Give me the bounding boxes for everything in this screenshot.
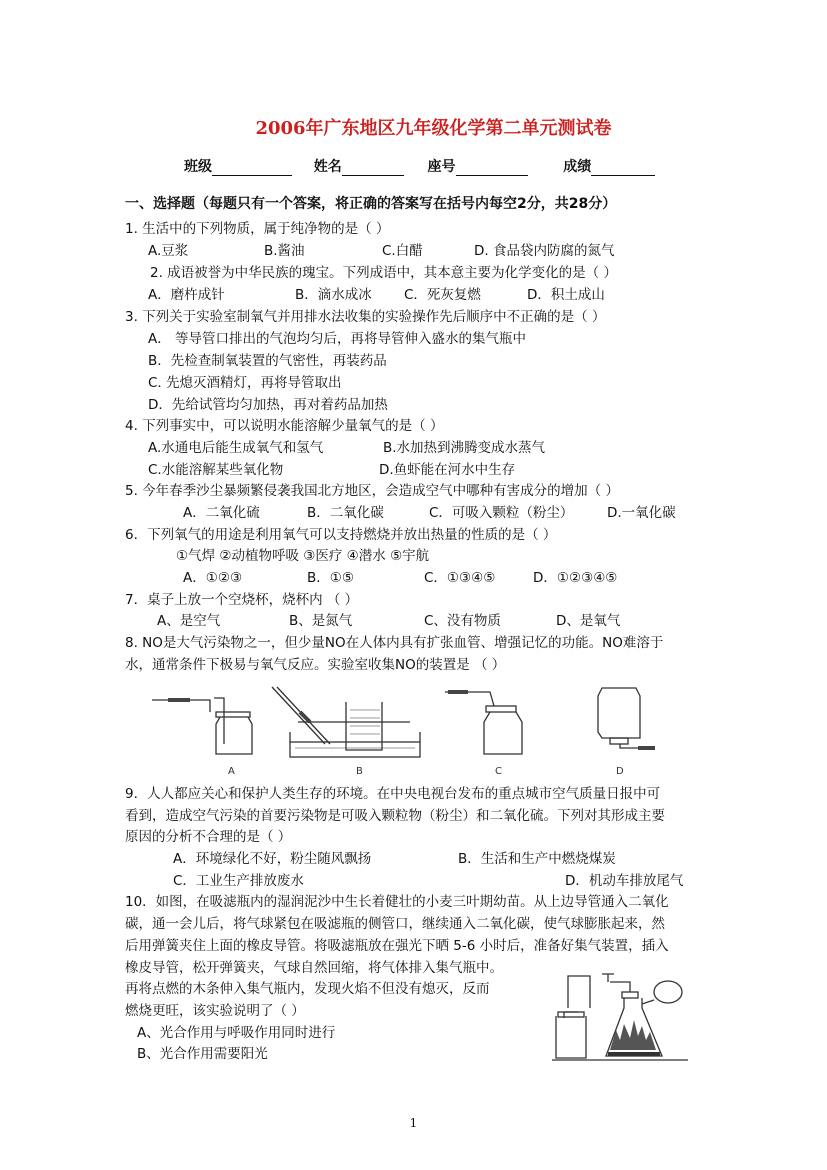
class-blank — [212, 159, 292, 176]
q7-option-d: D、是氧气 — [556, 613, 621, 629]
question-9-line2: 看到，造成空气污染的首要污染物是可吸入颗粒物（粉尘）和二氧化硫。下列对其形成主要 — [125, 808, 665, 824]
q7-option-c: C、没有物质 — [424, 613, 501, 629]
q9-option-b: B．生活和生产中燃烧煤炭 — [458, 851, 616, 867]
q9-option-d: D．机动车排放尾气 — [565, 873, 684, 889]
q7-option-b: B、是氮气 — [289, 613, 353, 629]
q4-option-a: A.水通电后能生成氧气和氢气 — [148, 440, 324, 456]
question-10-line6: 燃烧更旺，该实验说明了（ ） — [125, 1003, 305, 1019]
q2-option-d: D．积土成山 — [527, 287, 605, 303]
page-number: 1 — [409, 1116, 418, 1130]
q6-option-d: D．①②③④⑤ — [533, 570, 618, 586]
q2-option-a: A．磨杵成针 — [148, 287, 225, 303]
q1-option-a: A.豆浆 — [148, 243, 189, 259]
question-8-line1: 8. NO是大气污染物之一，但少量NO在人体内具有扩张血管、增强记忆的功能。NO难溶于 — [125, 635, 664, 651]
question-2: 2. 成语被誉为中华民族的瑰宝。下列成语中，其本意主要为化学变化的是（ ） — [150, 265, 617, 281]
question-10-line1: 10．如图，在吸滤瓶内的湿润泥沙中生长着健壮的小麦三叶期幼苗。从上边导管通入二氧化 — [125, 894, 669, 910]
q1-option-c: C.白醋 — [382, 243, 423, 259]
q3-option-a: A． 等导管口排出的气泡均匀后，再将导管伸入盛水的集气瓶中 — [148, 331, 527, 347]
q5-option-a: A．二氧化硫 — [183, 505, 260, 521]
q8-apparatus-figure — [150, 682, 660, 778]
q3-option-d: D．先给试管均匀加热，再对着药品加热 — [148, 397, 388, 413]
question-1: 1. 生活中的下列物质，属于纯净物的是（ ） — [125, 221, 390, 237]
seat-label: 座号 — [427, 159, 456, 175]
question-9-line3: 原因的分析不合理的是（ ） — [125, 829, 292, 845]
fig-label-a: A — [228, 766, 235, 777]
q1-option-d: D. 食品袋内防腐的氮气 — [474, 243, 615, 259]
question-10-line2: 碳，通一会儿后，将气球紧包在吸滤瓶的侧管口，继续通入二氧化碳，使气球膨胀起来，然 — [125, 916, 665, 932]
q6-option-b: B．①⑤ — [307, 570, 354, 586]
class-label: 班级 — [184, 159, 212, 175]
section-heading: 一、选择题（每题只有一个答案，将正确的答案写在括号内每空2分，共28分） — [125, 196, 617, 212]
q3-option-b: B．先检查制氧装置的气密性，再装药品 — [148, 353, 387, 369]
q6-option-c: C．①③④⑤ — [424, 570, 496, 586]
q5-option-d: D.一氧化碳 — [607, 505, 676, 521]
q2-option-b: B．滴水成冰 — [295, 287, 372, 303]
name-blank — [342, 159, 404, 176]
question-6: 6．下列氧气的用途是利用氧气可以支持燃烧并放出热量的性质的是（ ） — [125, 527, 557, 543]
q10-option-b: B、光合作用需要阳光 — [137, 1046, 268, 1062]
fig-label-b: B — [356, 766, 363, 777]
q4-option-b: B.水加热到沸腾变成水蒸气 — [383, 440, 546, 456]
q1-option-b: B.酱油 — [264, 243, 305, 259]
fig-label-c: C — [495, 766, 502, 777]
question-5: 5. 今年春季沙尘暴频繁侵袭我国北方地区，会造成空气中哪种有害成分的增加（ ） — [125, 483, 619, 499]
q6-option-a: A．①②③ — [183, 570, 243, 586]
question-10-line5: 再将点燃的木条伸入集气瓶内，发现火焰不但没有熄灭，反而 — [125, 981, 490, 997]
q10-option-a: A、光合作用与呼吸作用同时进行 — [137, 1025, 336, 1041]
q4-option-c: C.水能溶解某些氧化物 — [148, 462, 284, 478]
q10-apparatus-figure — [550, 968, 690, 1064]
score-label: 成绩 — [563, 159, 592, 175]
q6-uses-list: ①气焊 ②动植物呼吸 ③医疗 ④潜水 ⑤宇航 — [176, 548, 430, 564]
fig-label-d: D — [616, 766, 624, 777]
score-blank — [591, 159, 655, 176]
q9-option-a: A．环境绿化不好，粉尘随风飘扬 — [173, 851, 372, 867]
question-10-line3: 后用弹簧夹住上面的橡皮导管。将吸滤瓶放在强光下晒 5-6 小时后，准备好集气装置，插入 — [125, 938, 669, 954]
q5-option-b: B．二氧化碳 — [307, 505, 384, 521]
page-title: 2006年广东地区九年级化学第二单元测试卷 — [255, 118, 612, 139]
student-info-row — [184, 156, 655, 176]
seat-blank — [456, 159, 528, 176]
question-3: 3. 下列关于实验室制氧气并用排水法收集的实验操作先后顺序中不正确的是（ ） — [125, 309, 606, 325]
q4-option-d: D.鱼虾能在河水中生存 — [379, 462, 516, 478]
q2-option-c: C．死灰复燃 — [404, 287, 481, 303]
q7-option-a: A、是空气 — [157, 613, 221, 629]
q5-option-c: C．可吸入颗粒（粉尘） — [429, 505, 574, 521]
question-7: 7．桌子上放一个空烧杯，烧杯内 （ ） — [125, 592, 359, 608]
question-9-line1: 9．人人都应关心和保护人类生存的环境。在中央电视台发布的重点城市空气质量日报中可 — [125, 786, 661, 802]
name-label: 姓名 — [313, 159, 342, 175]
question-8-line2: 水，通常条件下极易与氧气反应。实验室收集NO的装置是 （ ） — [125, 657, 506, 673]
question-4: 4. 下列事实中，可以说明水能溶解少量氧气的是（ ） — [125, 418, 444, 434]
q9-option-c: C．工业生产排放废水 — [173, 873, 304, 889]
q3-option-c: C. 先熄灭酒精灯，再将导管取出 — [148, 375, 342, 391]
question-10-line4: 橡皮导管，松开弹簧夹，气球自然回缩，将气体排入集气瓶中。 — [125, 960, 503, 976]
